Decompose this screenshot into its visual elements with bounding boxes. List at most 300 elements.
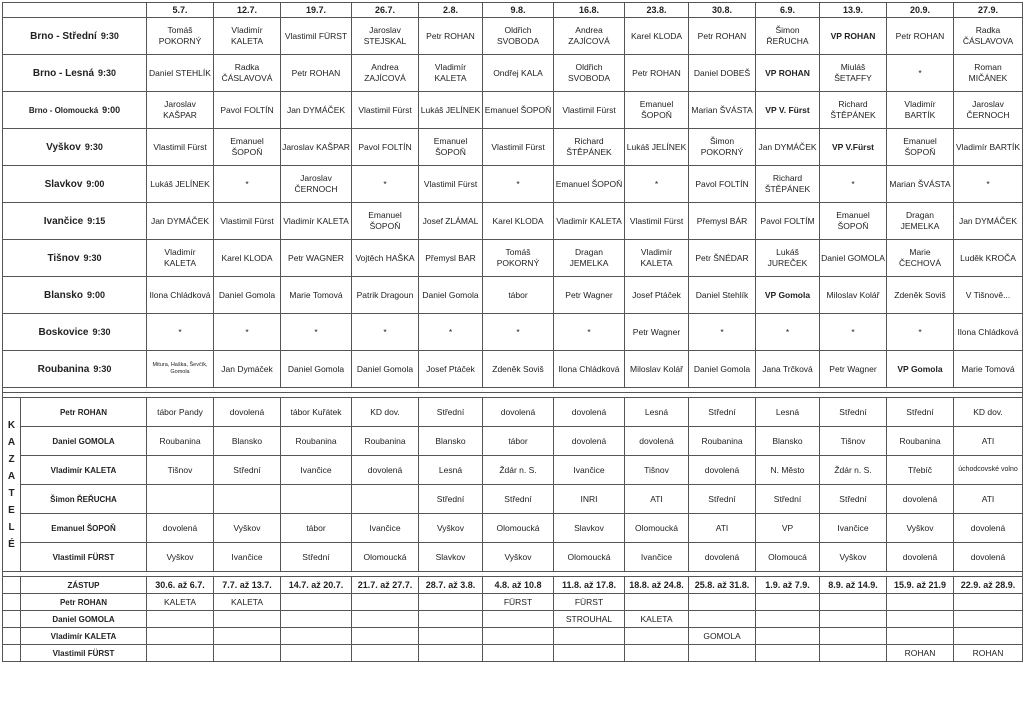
schedule-cell: * xyxy=(756,314,820,351)
preacher-cell: Tišnov xyxy=(625,456,689,485)
schedule-cell: Miloslav Kolář xyxy=(625,351,689,388)
preacher-cell: dovolená xyxy=(554,398,625,427)
preacher-cell: Střední xyxy=(483,485,554,514)
schedule-cell: Pavol FOLTÍN xyxy=(352,129,419,166)
schedule-cell: Lukáš JELÍNEK xyxy=(625,129,689,166)
substitute-cell xyxy=(954,628,1023,645)
schedule-cell: Daniel Gomola xyxy=(419,277,483,314)
schedule-cell: Patrik Dragoun xyxy=(352,277,419,314)
preacher-cell: Blansko xyxy=(756,427,820,456)
preacher-row xyxy=(3,398,1023,427)
schedule-cell: Daniel Gomola xyxy=(352,351,419,388)
location-label xyxy=(3,240,147,277)
schedule-cell: Roman MIČÁNEK xyxy=(954,55,1023,92)
location-row xyxy=(3,203,1023,240)
service-time: 9:15 xyxy=(87,215,106,226)
substitute-row xyxy=(3,611,1023,628)
schedule-cell: Andrea ZAJÍCOVÁ xyxy=(554,18,625,55)
schedule-cell: Ilona Chládková xyxy=(147,277,214,314)
schedule-cell: Jana Trčková xyxy=(756,351,820,388)
corner-cell xyxy=(3,3,147,18)
date-header: 30.8. xyxy=(689,3,756,18)
substitute-cell xyxy=(820,611,887,628)
preacher-cell: dovolená xyxy=(483,398,554,427)
substitute-cell xyxy=(214,645,281,662)
schedule-cell: Ilona Chládková xyxy=(554,351,625,388)
location-label xyxy=(3,18,147,55)
preacher-cell: Vyškov xyxy=(419,514,483,543)
preacher-row xyxy=(3,543,1023,572)
preacher-cell: N. Město xyxy=(756,456,820,485)
substitute-cell xyxy=(281,611,352,628)
preacher-cell: Tišnov xyxy=(820,427,887,456)
preacher-cell xyxy=(281,485,352,514)
schedule-cell: Marian ŠVÁSTA xyxy=(689,92,756,129)
schedule-cell: Emanuel ŠOPOŇ xyxy=(554,166,625,203)
preacher-cell: Lesná xyxy=(419,456,483,485)
date-header: 23.8. xyxy=(625,3,689,18)
schedule-cell: Petr Wagner xyxy=(554,277,625,314)
preacher-cell: Ivančice xyxy=(281,456,352,485)
substitute-label: ZÁSTUP xyxy=(21,577,147,594)
substitute-cell xyxy=(756,628,820,645)
schedule-cell: Josef Ptáček xyxy=(625,277,689,314)
range-header: 4.8. až 10.8 xyxy=(483,577,554,594)
preacher-cell: dovolená xyxy=(352,456,419,485)
schedule-cell: * xyxy=(689,314,756,351)
date-header: 5.7. xyxy=(147,3,214,18)
schedule-cell: Dragan JEMELKA xyxy=(887,203,954,240)
date-header-row xyxy=(3,3,1023,18)
substitute-cell xyxy=(820,645,887,662)
schedule-cell: Jan Dymáček xyxy=(214,351,281,388)
preacher-cell: Vyškov xyxy=(483,543,554,572)
substitute-cell: STROUHAL xyxy=(554,611,625,628)
location-name: Brno - Lesná xyxy=(32,67,95,79)
preacher-cell: Vyškov xyxy=(214,514,281,543)
preacher-cell: Olomoucká xyxy=(625,514,689,543)
range-header: 14.7. až 20.7. xyxy=(281,577,352,594)
substitute-name: Vladimír KALETA xyxy=(21,628,147,645)
location-row xyxy=(3,129,1023,166)
preacher-cell: INRI xyxy=(554,485,625,514)
schedule-cell: Petr ROHAN xyxy=(625,55,689,92)
schedule-cell: Daniel Gomola xyxy=(214,277,281,314)
location-name: Boskovice xyxy=(38,326,89,338)
schedule-cell: Richard ŠTĚPÁNEK xyxy=(756,166,820,203)
preacher-cell: ATI xyxy=(689,514,756,543)
service-time: 9:30 xyxy=(100,30,119,41)
preacher-name: Emanuel ŠOPOŇ xyxy=(21,514,147,543)
substitute-cell xyxy=(689,611,756,628)
substitute-row xyxy=(3,594,1023,611)
schedule-cell: Daniel DOBEŠ xyxy=(689,55,756,92)
schedule-cell: Marie ČECHOVÁ xyxy=(887,240,954,277)
substitute-cell xyxy=(625,628,689,645)
location-row xyxy=(3,240,1023,277)
schedule-cell: Emanuel ŠOPOŇ xyxy=(419,129,483,166)
schedule-cell: * xyxy=(887,314,954,351)
substitute-cell: GOMOLA xyxy=(689,628,756,645)
preacher-cell: tábor Pandy xyxy=(147,398,214,427)
preacher-cell: dovolená xyxy=(887,485,954,514)
location-name: Blansko xyxy=(44,289,83,301)
preacher-cell: Olomoucá xyxy=(756,543,820,572)
preacher-cell: dovolená xyxy=(147,514,214,543)
location-row xyxy=(3,277,1023,314)
location-label xyxy=(3,166,147,203)
location-label xyxy=(3,314,147,351)
schedule-cell: Miuláš ŠETAFFY xyxy=(820,55,887,92)
schedule-cell: Vlastimil Fürst xyxy=(147,129,214,166)
location-name: Vyškov xyxy=(46,141,81,153)
service-time: 9:30 xyxy=(92,326,111,337)
schedule-cell: * xyxy=(820,314,887,351)
preacher-name: Šimon ŘEŘUCHA xyxy=(21,485,147,514)
preacher-cell: Vyškov xyxy=(147,543,214,572)
substitute-cell xyxy=(625,645,689,662)
schedule-cell: Jan DYMÁČEK xyxy=(954,203,1023,240)
schedule-cell: Karel KLODA xyxy=(214,240,281,277)
date-header: 2.8. xyxy=(419,3,483,18)
substitute-cell xyxy=(281,594,352,611)
preacher-name: Daniel GOMOLA xyxy=(21,427,147,456)
location-row xyxy=(3,18,1023,55)
preacher-cell: Olomoucká xyxy=(554,543,625,572)
schedule-cell: Karel KLODA xyxy=(483,203,554,240)
schedule-cell: * xyxy=(214,166,281,203)
preacher-cell: dovolená xyxy=(887,543,954,572)
schedule-cell: * xyxy=(214,314,281,351)
schedule-cell: Petr Wagner xyxy=(820,351,887,388)
preacher-cell: Blansko xyxy=(214,427,281,456)
location-label xyxy=(3,129,147,166)
schedule-cell: Jan DYMÁČEK xyxy=(281,92,352,129)
substitute-row xyxy=(3,628,1023,645)
preacher-cell: KD dov. xyxy=(954,398,1023,427)
range-header: 22.9. až 28.9. xyxy=(954,577,1023,594)
preacher-cell: VP xyxy=(756,514,820,543)
schedule-cell: Daniel GOMOLA xyxy=(820,240,887,277)
location-row xyxy=(3,92,1023,129)
preacher-cell: Střední xyxy=(419,485,483,514)
preacher-name: Vlastimil FÜRST xyxy=(21,543,147,572)
schedule-cell: Lukáš JUREČEK xyxy=(756,240,820,277)
preacher-cell xyxy=(214,485,281,514)
schedule-cell: Petr ROHAN xyxy=(281,55,352,92)
schedule-cell: VP ROHAN xyxy=(820,18,887,55)
substitute-row xyxy=(3,645,1023,662)
blank-cell xyxy=(3,611,21,628)
location-name: Tišnov xyxy=(47,252,80,264)
schedule-cell: Josef ZLÁMAL xyxy=(419,203,483,240)
date-header: 9.8. xyxy=(483,3,554,18)
substitute-name: Petr ROHAN xyxy=(21,594,147,611)
substitute-cell xyxy=(214,611,281,628)
substitute-cell xyxy=(147,628,214,645)
date-header: 26.7. xyxy=(352,3,419,18)
schedule-cell: V Tišnově... xyxy=(954,277,1023,314)
preacher-cell: Střední xyxy=(756,485,820,514)
blank-cell xyxy=(3,577,21,594)
schedule-cell: Oldřich SVOBODA xyxy=(554,55,625,92)
preacher-cell: tábor Kuřátek xyxy=(281,398,352,427)
preacher-cell: Lesná xyxy=(625,398,689,427)
substitute-cell xyxy=(352,611,419,628)
schedule-cell: Jaroslav ČERNOCH xyxy=(954,92,1023,129)
preacher-cell: Střední xyxy=(689,398,756,427)
preacher-cell: Ivančice xyxy=(625,543,689,572)
schedule-cell: Petr ŠNÉDAR xyxy=(689,240,756,277)
range-header: 1.9. až 7.9. xyxy=(756,577,820,594)
location-row xyxy=(3,351,1023,388)
schedule-cell: * xyxy=(820,166,887,203)
date-header: 27.9. xyxy=(954,3,1023,18)
date-header: 16.8. xyxy=(554,3,625,18)
schedule-cell: tábor xyxy=(483,277,554,314)
preacher-cell: ATI xyxy=(954,427,1023,456)
schedule-cell: * xyxy=(352,166,419,203)
substitute-cell: KALETA xyxy=(147,594,214,611)
preacher-name: Vladimír KALETA xyxy=(21,456,147,485)
preacher-cell: dovolená xyxy=(554,427,625,456)
substitute-cell xyxy=(954,611,1023,628)
date-header: 12.7. xyxy=(214,3,281,18)
schedule-cell: Tomáš POKORNÝ xyxy=(147,18,214,55)
preacher-cell: úchodcovské volno xyxy=(954,456,1023,485)
substitute-cell xyxy=(625,594,689,611)
substitute-cell xyxy=(689,645,756,662)
schedule-cell: VP V.Fürst xyxy=(820,129,887,166)
preacher-row xyxy=(3,456,1023,485)
substitute-cell xyxy=(483,628,554,645)
schedule-cell: Zdeněk Soviš xyxy=(887,277,954,314)
substitute-cell: ROHAN xyxy=(954,645,1023,662)
substitute-cell xyxy=(483,611,554,628)
substitute-cell xyxy=(756,594,820,611)
preacher-cell: dovolená xyxy=(214,398,281,427)
schedule-cell: Petr WAGNER xyxy=(281,240,352,277)
location-label xyxy=(3,92,147,129)
schedule-cell: Petr ROHAN xyxy=(419,18,483,55)
substitute-cell: FÜRST xyxy=(554,594,625,611)
schedule-cell: Mitura, Haška, Ševčík, Gomola xyxy=(147,351,214,388)
preacher-cell: Střední xyxy=(689,485,756,514)
preacher-cell: Roubanina xyxy=(281,427,352,456)
schedule-cell: Vladimír KALETA xyxy=(419,55,483,92)
preacher-cell: Roubanina xyxy=(147,427,214,456)
schedule-cell: Vlastimil Fürst xyxy=(554,92,625,129)
preacher-cell: dovolená xyxy=(689,543,756,572)
preacher-cell: Střední xyxy=(214,456,281,485)
schedule-cell: Emanuel ŠOPOŇ xyxy=(483,92,554,129)
schedule-cell: VP Gomola xyxy=(887,351,954,388)
schedule-cell: Jaroslav ČERNOCH xyxy=(281,166,352,203)
schedule-cell: Jaroslav KAŠPAR xyxy=(147,92,214,129)
schedule-cell: Vlastimil Fürst xyxy=(483,129,554,166)
preacher-cell: ATI xyxy=(625,485,689,514)
schedule-cell: Tomáš POKORNÝ xyxy=(483,240,554,277)
schedule-cell: Marie Tomová xyxy=(281,277,352,314)
service-time: 9:30 xyxy=(84,141,103,152)
location-row xyxy=(3,314,1023,351)
service-time: 9:00 xyxy=(102,104,121,115)
location-row xyxy=(3,55,1023,92)
date-header: 19.7. xyxy=(281,3,352,18)
schedule-cell: * xyxy=(483,314,554,351)
range-header: 8.9. až 14.9. xyxy=(820,577,887,594)
schedule-cell: Vlastimil Fürst xyxy=(419,166,483,203)
substitute-name: Daniel GOMOLA xyxy=(21,611,147,628)
schedule-cell: Emanuel ŠOPOŇ xyxy=(887,129,954,166)
preacher-cell: tábor xyxy=(483,427,554,456)
schedule-cell: Richard ŠTĚPÁNEK xyxy=(820,92,887,129)
substitute-name: Vlastimil FÜRST xyxy=(21,645,147,662)
substitute-cell xyxy=(820,594,887,611)
preacher-cell: ATI xyxy=(954,485,1023,514)
schedule-cell: * xyxy=(281,314,352,351)
location-name: Brno - Olomoucká xyxy=(28,105,99,115)
preacher-cell: Slavkov xyxy=(419,543,483,572)
schedule-cell: Přemysl BAR xyxy=(419,240,483,277)
schedule-cell: Oldřich SVOBODA xyxy=(483,18,554,55)
schedule-cell: Jan DYMÁČEK xyxy=(756,129,820,166)
substitute-cell xyxy=(954,594,1023,611)
preacher-cell: Lesná xyxy=(756,398,820,427)
service-time: 9:30 xyxy=(93,363,112,374)
schedule-cell: Ilona Chládková xyxy=(954,314,1023,351)
schedule-cell: Jaroslav KAŠPAR xyxy=(281,129,352,166)
substitute-cell xyxy=(419,611,483,628)
schedule-cell: VP V. Fürst xyxy=(756,92,820,129)
preacher-cell: Tišnov xyxy=(147,456,214,485)
date-header: 20.9. xyxy=(887,3,954,18)
substitute-header-row xyxy=(3,577,1023,594)
schedule-cell: Vlastimil Fürst xyxy=(625,203,689,240)
schedule-cell: Luděk KROČA xyxy=(954,240,1023,277)
range-header: 28.7. až 3.8. xyxy=(419,577,483,594)
preacher-cell: Střední xyxy=(820,398,887,427)
schedule-cell: Emanuel ŠOPOŇ xyxy=(352,203,419,240)
schedule-cell: Vladimír BARTÍK xyxy=(954,129,1023,166)
service-time: 9:30 xyxy=(98,67,117,78)
schedule-cell: Marie Tomová xyxy=(954,351,1023,388)
schedule-cell: * xyxy=(483,166,554,203)
service-time: 9:00 xyxy=(86,289,105,300)
schedule-cell: Emanuel ŠOPOŇ xyxy=(625,92,689,129)
schedule-cell: Daniel Stehlík xyxy=(689,277,756,314)
schedule-cell: Marian ŠVÁSTA xyxy=(887,166,954,203)
schedule-cell: Vladimír KALETA xyxy=(625,240,689,277)
schedule-cell: Lukáš JELÍNEK xyxy=(147,166,214,203)
schedule-cell: * xyxy=(147,314,214,351)
range-header: 11.8. až 17.8. xyxy=(554,577,625,594)
substitute-cell: KALETA xyxy=(214,594,281,611)
schedule-cell: Daniel STEHLÍK xyxy=(147,55,214,92)
schedule-cell: Dragan JEMELKA xyxy=(554,240,625,277)
preacher-cell: Roubanina xyxy=(352,427,419,456)
substitute-cell xyxy=(214,628,281,645)
substitute-cell xyxy=(352,645,419,662)
preacher-cell: Ivančice xyxy=(554,456,625,485)
schedule-cell: * xyxy=(625,166,689,203)
schedule-cell: Petr Wagner xyxy=(625,314,689,351)
preacher-cell: dovolená xyxy=(689,456,756,485)
preacher-row xyxy=(3,514,1023,543)
substitute-cell: KALETA xyxy=(625,611,689,628)
location-label xyxy=(3,55,147,92)
substitute-cell xyxy=(756,645,820,662)
preacher-cell: Ždár n. S. xyxy=(820,456,887,485)
range-header: 18.8. až 24.8. xyxy=(625,577,689,594)
substitute-cell xyxy=(147,611,214,628)
location-label xyxy=(3,277,147,314)
substitute-cell xyxy=(483,645,554,662)
schedule-cell: Radka ČÁSLAVOVÁ xyxy=(214,55,281,92)
schedule-cell: Přemysl BÁR xyxy=(689,203,756,240)
schedule-cell: Josef Ptáček xyxy=(419,351,483,388)
preacher-cell: Olomoucká xyxy=(352,543,419,572)
substitute-cell xyxy=(419,645,483,662)
preacher-cell: Blansko xyxy=(419,427,483,456)
schedule-cell: * xyxy=(954,166,1023,203)
schedule-cell: Vladimír KALETA xyxy=(281,203,352,240)
schedule-cell: Vlastimil Fürst xyxy=(214,203,281,240)
preacher-cell: Vyškov xyxy=(887,514,954,543)
location-name: Brno - Střední xyxy=(30,30,97,42)
schedule-cell: VP Gomola xyxy=(756,277,820,314)
preacher-cell: Olomoucká xyxy=(483,514,554,543)
preacher-cell: KD dov. xyxy=(352,398,419,427)
substitute-cell xyxy=(820,628,887,645)
schedule-cell: Pavol FOLTÍM xyxy=(756,203,820,240)
range-header: 30.6. až 6.7. xyxy=(147,577,214,594)
location-row xyxy=(3,166,1023,203)
location-name: Slavkov xyxy=(44,178,83,190)
preacher-cell: Ždár n. S. xyxy=(483,456,554,485)
schedule-cell: * xyxy=(419,314,483,351)
schedule-cell: Vladimír BARTÍK xyxy=(887,92,954,129)
schedule-cell: * xyxy=(887,55,954,92)
substitute-cell xyxy=(554,628,625,645)
preacher-row xyxy=(3,427,1023,456)
preacher-cell: Roubanina xyxy=(689,427,756,456)
service-time: 9:30 xyxy=(83,252,102,263)
location-label xyxy=(3,203,147,240)
preachers-vertical-label: K A Z A T E L É xyxy=(3,398,21,572)
schedule-cell: Ondřej KALA xyxy=(483,55,554,92)
schedule-cell: Andrea ZAJÍCOVÁ xyxy=(352,55,419,92)
substitute-cell xyxy=(352,628,419,645)
schedule-cell: Jan DYMÁČEK xyxy=(147,203,214,240)
schedule-cell: Petr ROHAN xyxy=(689,18,756,55)
preacher-cell: Ivančice xyxy=(352,514,419,543)
substitute-cell: FÜRST xyxy=(483,594,554,611)
schedule-cell: Pavol FOLTÍN xyxy=(214,92,281,129)
preacher-cell: dovolená xyxy=(954,514,1023,543)
substitute-cell xyxy=(281,628,352,645)
schedule-cell: Vojtěch HAŠKA xyxy=(352,240,419,277)
substitute-cell xyxy=(419,628,483,645)
range-header: 25.8. až 31.8. xyxy=(689,577,756,594)
preacher-row xyxy=(3,485,1023,514)
date-header: 6.9. xyxy=(756,3,820,18)
substitute-cell xyxy=(887,628,954,645)
schedule-cell: Radka ČÁSLAVOVA xyxy=(954,18,1023,55)
preacher-cell: Střední xyxy=(820,485,887,514)
substitute-cell: ROHAN xyxy=(887,645,954,662)
schedule-cell: Daniel Gomola xyxy=(689,351,756,388)
